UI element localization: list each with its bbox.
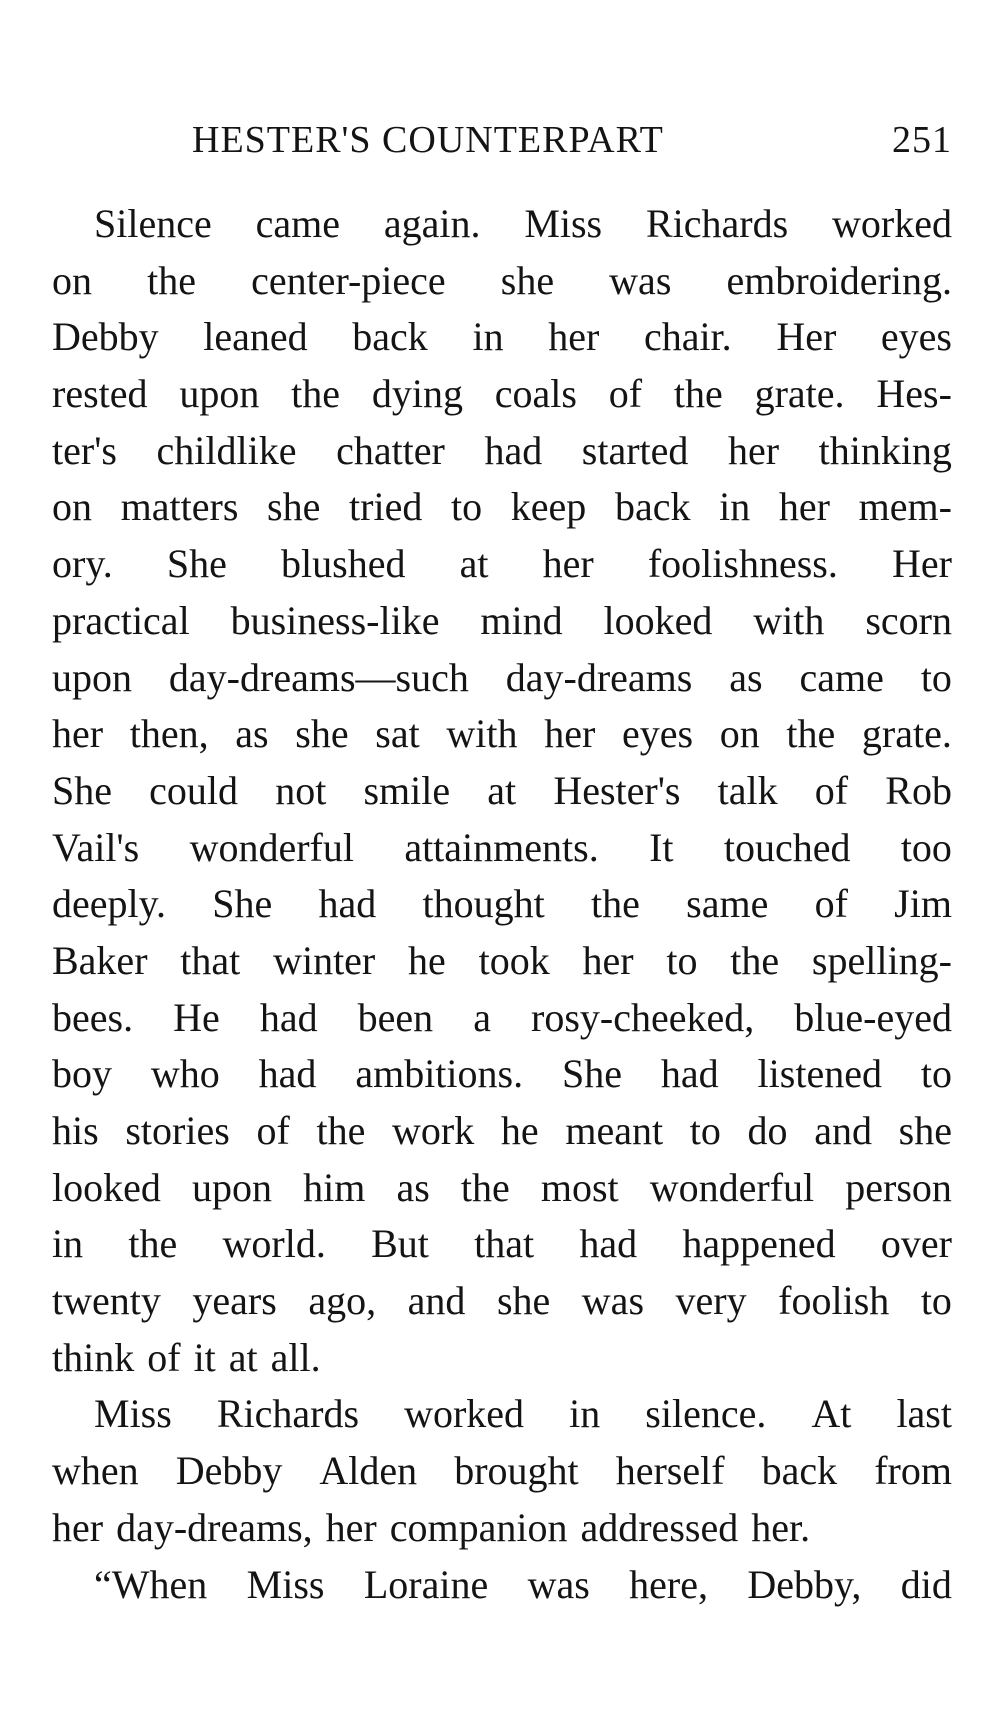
text-line: her day-dreams, her companion addressed her.: [52, 1504, 811, 1550]
text-line: twenty years ago, and she was very foolish to: [52, 1278, 952, 1324]
running-header: [52, 112, 952, 172]
text-line: his stories of the work he meant to do and she: [52, 1108, 952, 1153]
text-line: Silence came again. Miss Richards worked: [94, 201, 952, 246]
text-line: “When Miss Loraine was here, Debby, did: [94, 1561, 952, 1607]
text-line: Miss Richards worked in silence. At last: [94, 1391, 952, 1437]
text-line: ory. She blushed at her foolishness. Her: [52, 541, 952, 587]
text-line: her then, as she sat with her eyes on the grate.: [52, 711, 952, 757]
text-line: rested upon the dying coals of the grate. Hes-: [52, 371, 952, 417]
text-line: deeply. She had thought the same of Jim: [52, 881, 952, 927]
text-line: in the world. But that had happened over: [52, 1221, 952, 1267]
text-line: practical business-like mind looked with scorn: [52, 597, 952, 643]
page-number: 251: [892, 119, 952, 161]
text-line: when Debby Alden brought herself back from: [52, 1448, 952, 1494]
text-line: upon day-dreams—such day-dreams as came to: [52, 654, 952, 700]
text-line: Vail's wonderful attainments. It touched too: [52, 824, 952, 870]
text-line: Debby leaned back in her chair. Her eyes: [52, 314, 952, 360]
text-line: looked upon him as the most wonderful person: [52, 1164, 952, 1210]
book-page: [52, 0, 952, 1709]
paragraph: [52, 1386, 952, 1556]
text-line: ter's childlike chatter had started her thinking: [52, 427, 952, 473]
running-title: HESTER'S COUNTERPART: [192, 119, 664, 161]
text-line: think of it at all.: [52, 1334, 321, 1380]
body-text: [52, 196, 952, 1613]
text-line: She could not smile at Hester's talk of Rob: [52, 767, 952, 813]
text-line: bees. He had been a rosy-cheeked, blue-eyed: [52, 994, 952, 1040]
paragraph: [52, 1557, 952, 1614]
text-line: Baker that winter he took her to the spelling-: [52, 937, 952, 983]
paragraph: [52, 196, 952, 1386]
text-line: boy who had ambitions. She had listened to: [52, 1051, 952, 1097]
text-line: on the center-piece she was embroidering.: [52, 257, 952, 303]
text-line: on matters she tried to keep back in her mem-: [52, 484, 952, 530]
